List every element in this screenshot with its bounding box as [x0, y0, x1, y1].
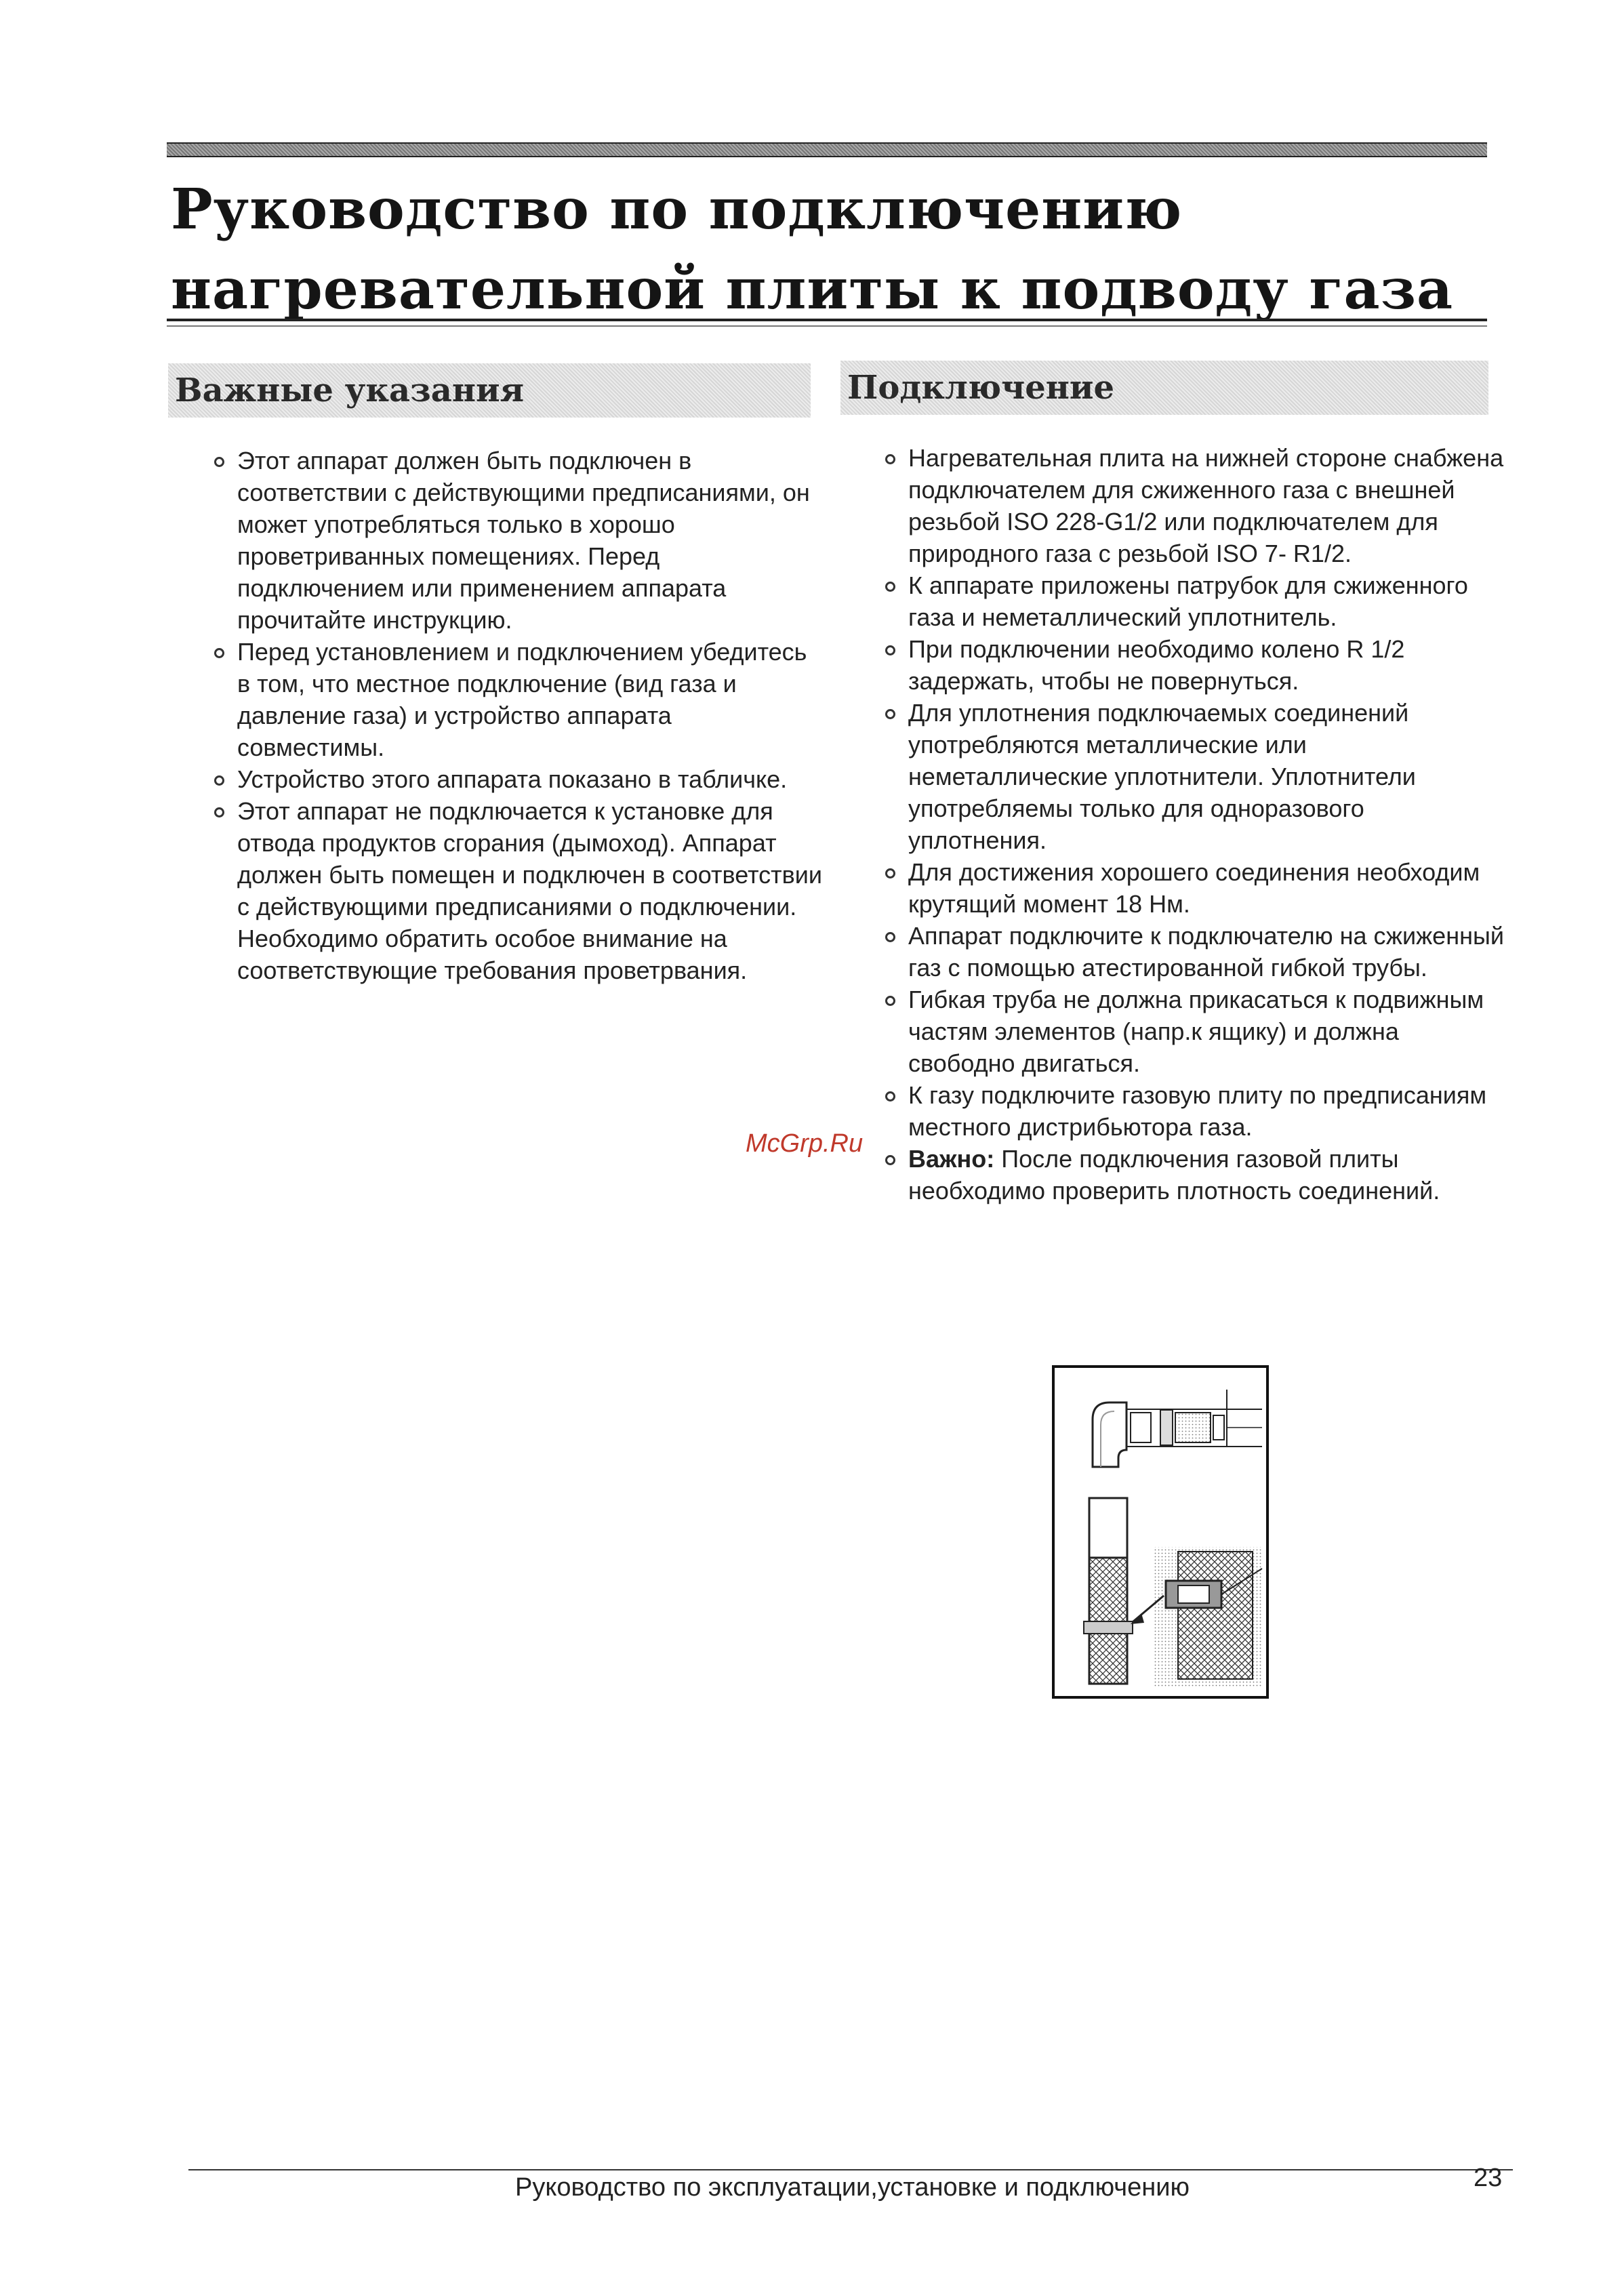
bullet-icon	[885, 709, 895, 719]
gas-connection-diagram	[1052, 1365, 1269, 1699]
important-notes-list	[214, 445, 824, 986]
page-title	[171, 169, 1486, 329]
footer-rule	[188, 2169, 1513, 2170]
bullet-icon	[214, 775, 224, 786]
bullet-icon	[214, 807, 224, 817]
bullet-icon	[885, 454, 895, 464]
list-item: Аппарат подключите к подключателю на сжиженный газ с помощью атестированной гибкой трубы.	[885, 920, 1509, 984]
page-number: 23	[1474, 2164, 1503, 2192]
list-item: Этот аппарат не подключается к установке для отвода продуктов сгорания (дымоход). Аппарат должен быть помещен и подключен в соответствии с действующими предписаниями о подключении. Необходимо обратить особое внимание на соответствующие требования проветрвания.	[214, 795, 824, 986]
bullet-icon	[885, 996, 895, 1006]
bullet-icon	[885, 645, 895, 655]
section-heading-important: Важные указания	[168, 363, 811, 418]
bullet-icon	[885, 582, 895, 592]
title-underline	[167, 319, 1487, 321]
list-item: Перед установлением и подключением убедитесь в том, что местное подключение (вид газа и давление газа) и устройство аппарата совместимы.	[214, 636, 824, 763]
bullet-icon	[885, 868, 895, 878]
watermark: McGrp.Ru	[746, 1129, 864, 1158]
list-item: Для достижения хорошего соединения необходим крутящий момент 18 Нм.	[885, 856, 1509, 920]
top-decorative-rule	[167, 142, 1487, 157]
bullet-icon	[885, 1091, 895, 1102]
section-heading-connection: Подключение	[840, 361, 1488, 415]
page-title-line-2: нагревательной плиты к подводу газа	[171, 257, 1454, 322]
list-item: Для уплотнения подключаемых соединений употребляются металлические или неметаллические уплотнители. Уплотнители употребляемы только для одноразового уплотнения.	[885, 697, 1509, 856]
bullet-icon	[885, 932, 895, 942]
connection-steps-list	[885, 442, 1509, 1207]
bullet-icon	[214, 457, 224, 467]
title-underline-thin	[167, 325, 1487, 327]
list-item-important	[885, 1143, 1509, 1207]
list-item: Гибкая труба не должна прикасаться к подвижным частям элементов (напр.к ящику) и должна свободно двигаться.	[885, 984, 1509, 1079]
bullet-icon	[214, 648, 224, 658]
list-item: Нагревательная плита на нижней стороне снабжена подключателем для сжиженного газа с внешней резьбой ISO 228-G1/2 или подключателем для природного газа с резьбой ISO 7- R1/2.	[885, 442, 1509, 569]
important-label: Важно:	[908, 1145, 995, 1173]
list-item: К аппарате приложены патрубок для сжиженного газа и неметаллический уплотнитель.	[885, 569, 1509, 633]
hose-pipe	[1084, 1498, 1133, 1684]
list-item: Устройство этого аппарата показано в табличке.	[214, 763, 824, 795]
page-title-line-1: Руководство по подключению	[171, 177, 1183, 242]
bullet-icon	[885, 1155, 895, 1165]
list-item: При подключении необходимо колено R 1/2 задержать, чтобы не повернуться.	[885, 633, 1509, 697]
list-item: Этот аппарат должен быть подключен в соответствии с действующими предписаниями, он может употребляться только в хорошо проветриванных помещениях. Перед подключением или применением аппарата прочитайте инструкцию.	[214, 445, 824, 636]
list-item: К газу подключите газовую плиту по предписаниям местного дистрибьютора газа.	[885, 1079, 1509, 1143]
important-text: После подключения газовой плиты необходимо проверить плотность соединений.	[908, 1145, 1440, 1205]
footer-text: Руководство по эксплуатации,установке и подключению	[515, 2173, 1190, 2202]
